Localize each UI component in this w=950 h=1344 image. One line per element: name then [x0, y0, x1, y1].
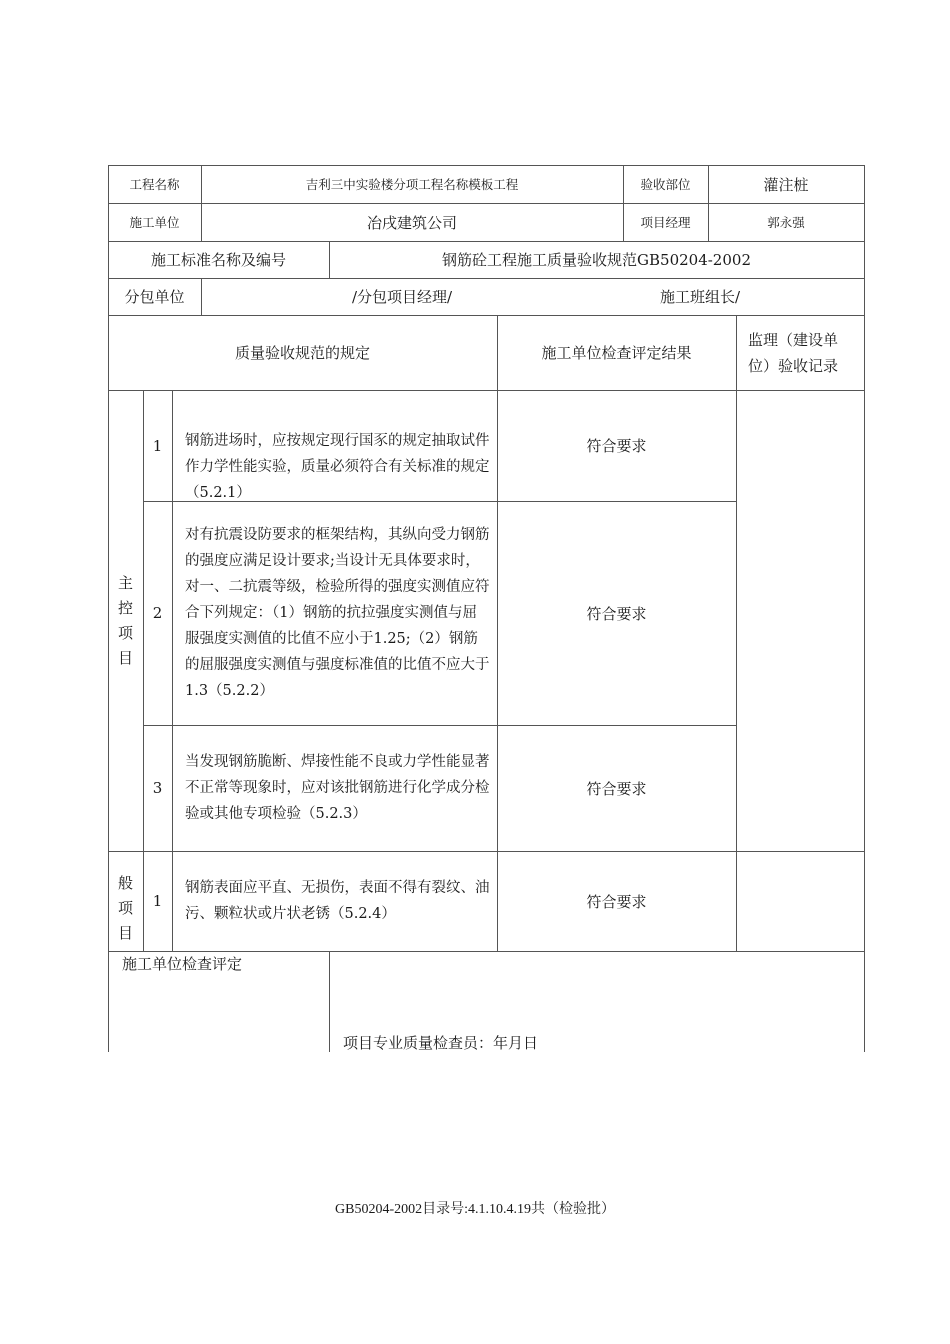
main-group-label: 主控项目	[117, 573, 133, 667]
main-item-1-no: 1	[152, 436, 163, 455]
footer-catalog-number: GB50204-2002目录号:4.1.10.4.19共（检验批）	[335, 1202, 615, 1217]
general-group-label: 般项目	[117, 873, 133, 942]
project-name-value: 吉利三中实验楼分项工程名称模板工程	[305, 177, 519, 192]
main-item-1-text: 钢筋进场时，应按规定现行国豕的规定抽取试件作力学性能实验，质量必须符合有关标准的规定（5.2.1）	[185, 433, 490, 501]
main-item-3-no: 3	[152, 779, 163, 797]
main-item-3-result: 符合要求	[586, 779, 647, 798]
column-result: 施工单位检查评定结果	[541, 344, 692, 362]
construction-unit-value: 冶戌建筑公司	[366, 213, 457, 232]
acceptance-part-value: 灌注桩	[763, 175, 809, 194]
subcontract-label: 分包单位	[124, 288, 185, 306]
main-item-2-text: 对有抗震设防要求的框架结构，其纵向受力钢筋的强度应满足设计要求;当设计无具体要求时，对一、二抗震等级，检验所得的强度实测值应符合下列规定：（1）钢筋的抗拉强度实测值与屈服强度实测值的比值不应小于1.25;（2）钢筋的屈服强度实测值与强度标准值的比值不应大于1.3（5.2.2）	[185, 527, 490, 699]
main-item-2-no: 2	[152, 604, 163, 622]
standard-label: 施工标准名称及编号	[150, 251, 286, 269]
acceptance-part-label: 验收部位	[640, 177, 691, 192]
evaluation-label: 施工单位检查评定	[122, 955, 243, 973]
standard-value: 钢筋砼工程施工质量验收规范GB50204-2002	[442, 251, 751, 269]
inspector-sign-line: 项目专业质量检查员：年月日	[343, 1034, 539, 1052]
main-item-3-text: 当发现钢筋脆断、焊接性能不良或力学性能显著不正常等现象时，应对该批钢筋进行化学成分检验或其他专项检验（5.2.3）	[185, 754, 490, 822]
construction-unit-label: 施工单位	[129, 215, 180, 230]
team-leader: 施工班组长/	[660, 288, 741, 306]
project-name-label: 工程名称	[129, 177, 180, 192]
column-spec: 质量验收规范的规定	[234, 344, 370, 362]
subcontract-manager: /分包项目经理/	[352, 288, 453, 306]
project-manager-label: 项目经理	[640, 215, 691, 230]
main-item-2-result: 符合要求	[586, 604, 647, 623]
general-item-1-text: 钢筋表面应平直、无损伤，表面不得有裂纹、油污、颗粒状或片状老锈（5.2.4）	[185, 880, 490, 922]
general-item-1-result: 符合要求	[586, 892, 647, 911]
project-manager-value: 郭永强	[767, 215, 805, 230]
column-supervision: 监理（建设单位）验收记录	[748, 330, 839, 375]
main-item-1-result: 符合要求	[586, 437, 647, 455]
general-item-1-no: 1	[152, 892, 163, 910]
